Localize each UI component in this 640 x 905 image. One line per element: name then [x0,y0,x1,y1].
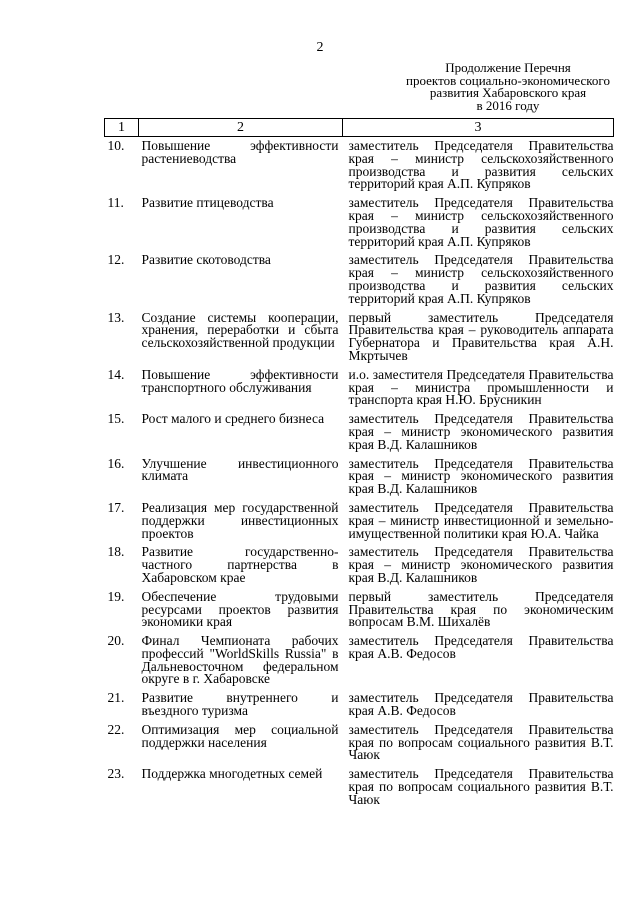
table-row [105,312,614,369]
responsible-person: заместитель Председателя Правительства края – министр сельскохозяйственного производства и развития сельских территорий края А.П. Купряков [348,252,614,306]
project-name: Обеспечение трудовыми ресурсами проектов развития экономики края [141,588,339,630]
table-row [105,591,614,635]
table-row [105,369,614,413]
project-name: Развитие государственно-частного партнерства в Хабаровском крае [141,544,339,585]
project-name: Оптимизация мер социальной поддержки населения [141,721,339,750]
column-header-number: 1 [105,119,139,137]
page-number: 2 [316,40,324,55]
responsible-person: заместитель Председателя Правительства края – министр сельскохозяйственного производства и развития сельских территорий края А.П. Купряков [348,195,614,249]
row-number: 14. [107,366,125,382]
table-header-row [105,119,614,137]
responsible-person: заместитель Председателя Правительства края – министр сельскохозяйственного производства и развития сельских территорий края А.П. Купряков [348,138,614,192]
responsible-person: заместитель Председателя Правительства края – министр инвестиционной и земельно-имущественной политики края Ю.А. Чайка [348,499,614,541]
row-number: 17. [107,499,125,515]
project-name: Улучшение инвестиционного климата [141,455,339,484]
responsible-person: заместитель Председателя Правительства края А.В. Федосов [348,633,614,661]
row-number: 22. [107,721,125,737]
row-number: 21. [107,690,125,706]
responsible-person: первый заместитель Председателя Правительства края – руководитель аппарата Губернатора и Правительства края А.Н. Мкртычев [348,309,614,363]
project-name: Повышение эффективности транспортного обслуживания [141,366,339,395]
row-number: 16. [107,455,125,471]
table-row [105,137,614,198]
column-header-responsible: 3 [343,119,614,137]
responsible-person: и.о. заместителя Председателя Правительства края – министра промышленности и транспорта края Н.Ю. Брусникин [348,366,614,408]
heading-line: проектов социально-экономического [406,72,610,88]
table-row [105,197,614,254]
heading-line: развития Хабаровского края [429,85,587,100]
project-name: Поддержка многодетных семей [141,766,323,782]
responsible-person: заместитель Председателя Правительства края по вопросам социального развития В.Т. Чаюк [348,766,614,807]
project-name: Развитие скотоводства [141,252,271,268]
table-row [105,635,614,692]
table-row [105,546,614,590]
project-name: Реализация мер государственной поддержки инвестиционных проектов [141,499,339,541]
row-number: 11. [107,195,124,211]
responsible-person: заместитель Председателя Правительства края по вопросам социального развития В.Т. Чаюк [348,721,614,763]
heading-line: Продолжение Перечня [445,60,571,75]
table-row [105,254,614,311]
project-name: Рост малого и среднего бизнеса [141,411,325,427]
row-number: 23. [107,766,125,782]
document-heading [390,62,626,112]
project-name: Развитие внутреннего и въездного туризма [141,690,339,719]
projects-table [104,118,613,813]
responsible-person: заместитель Председателя Правительства края – министр экономического развития края В.Д. Калашников [348,455,614,497]
responsible-person: заместитель Председателя Правительства края А.В. Федосов [348,690,614,719]
responsible-person: первый заместитель Председателя Правительства края по экономическим вопросам В.М. Шихалёв [348,588,614,630]
row-number: 12. [107,252,125,268]
row-number: 20. [107,633,125,649]
row-number: 13. [107,309,125,325]
responsible-person: заместитель Председателя Правительства края – министр экономического развития края В.Д. Калашников [348,411,614,452]
row-number: 10. [107,138,125,153]
table-row [105,724,614,768]
column-header-project: 2 [139,119,343,137]
project-name: Развитие птицеводства [141,195,274,211]
table-row [105,692,614,724]
heading-line: в 2016 году [476,97,540,113]
table-row [105,458,614,502]
responsible-person: заместитель Председателя Правительства края – министр экономического развития края В.Д. Калашников [348,544,614,585]
project-name: Создание системы кооперации, хранения, переработки и сбыта сельскохозяйственной продукции [141,309,339,351]
row-number: 18. [107,544,125,560]
table-row [105,502,614,546]
row-number: 19. [107,588,125,604]
row-number: 15. [107,411,125,427]
table-row [105,768,614,812]
project-name: Финал Чемпионата рабочих профессий "WorldSkills Russia" в Дальневосточном федеральном округе в г. Хабаровске [141,633,339,687]
table-row [105,413,614,457]
project-name: Повышение эффективности растениеводства [141,138,339,166]
